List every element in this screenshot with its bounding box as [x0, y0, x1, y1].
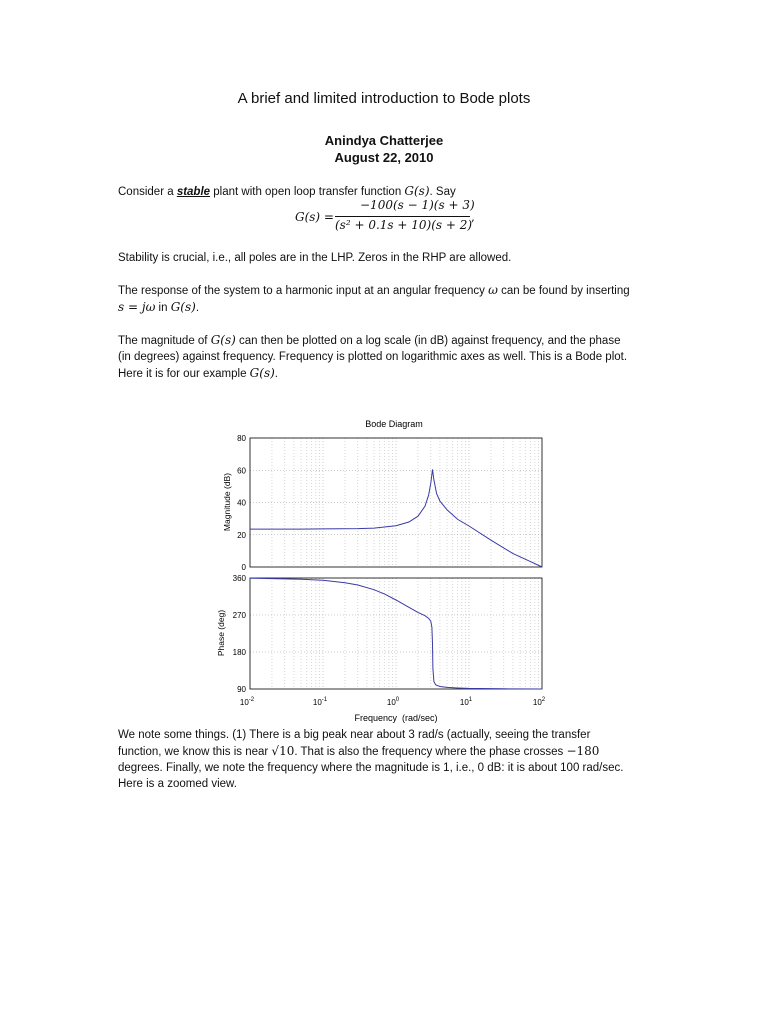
- phase-y-ticks: [233, 574, 247, 694]
- stability-text: Stability is crucial, i.e., all poles are in the LHP. Zeros in the RHP are allowed.: [118, 252, 512, 264]
- transfer-function-symbol: G(s): [404, 184, 430, 198]
- transfer-function-symbol: G(s): [249, 366, 275, 380]
- para4-line2: (in degrees) against frequency. Frequency is plotted on logarithmic axes as well. This is a Bode plot.: [118, 351, 628, 363]
- equation-numerator: −100(s − 1)(s + 3): [360, 198, 475, 212]
- magnitude-axis-label: Magnitude (dB): [222, 472, 232, 532]
- x-tick-label: $10^2$: [532, 697, 546, 707]
- para5-line4: Here is a zoomed view.: [118, 778, 237, 790]
- fraction-bar: [335, 216, 470, 217]
- para3-line2-mid: in: [155, 302, 171, 314]
- para1-text-mid: plant with open loop transfer function: [210, 186, 405, 198]
- bode-diagram-figure: [0, 410, 768, 730]
- para4-line1-post: can then be plotted on a log scale (in dB) against frequency, and the phase: [235, 335, 621, 347]
- sqrt-ten-expression: √10: [271, 744, 295, 758]
- equation-denominator: (s² + 0.1s + 10)(s + 2): [335, 218, 473, 232]
- mag-y-tick-label: 40: [237, 498, 246, 508]
- phase-y-tick-label: 90: [237, 685, 246, 694]
- equation-comma: ,: [471, 210, 475, 224]
- mag-y-tick-label: 60: [237, 466, 246, 476]
- para1-text-post: . Say: [429, 186, 456, 198]
- equation-lhs: G(s) =: [295, 210, 334, 224]
- para3-line1-post: can be found by inserting: [497, 285, 630, 297]
- frequency-x-ticks: [240, 697, 546, 707]
- para4-line3-post: .: [274, 368, 278, 380]
- phase-grid: [250, 578, 542, 689]
- x-tick-label: $10^{-2}$: [239, 697, 255, 707]
- para5-line2-mid: . That is also the frequency where the phase crosses: [294, 746, 567, 758]
- mag-y-tick-label: 0: [241, 563, 246, 572]
- mag-y-tick-label: 80: [237, 434, 246, 443]
- para4-line1-pre: The magnitude of: [118, 335, 211, 347]
- x-tick-label: $10^{-1}$: [312, 697, 328, 707]
- minus-180-value: −180: [566, 744, 600, 758]
- para5-line3: degrees. Finally, we note the frequency where the magnitude is 1, i.e., 0 dB: it is about 100 rad/sec.: [118, 762, 624, 774]
- substitution-expression: s = jω: [118, 300, 156, 314]
- paragraph-observations: [118, 727, 658, 792]
- transfer-function-symbol: G(s): [170, 300, 196, 314]
- x-tick-label: $10^0$: [386, 697, 400, 707]
- phase-y-tick-label: 270: [232, 611, 246, 620]
- chart-title: Bode Diagram: [365, 419, 423, 429]
- document-date: August 22, 2010: [334, 150, 434, 165]
- para4-line3-pre: Here it is for our example: [118, 368, 250, 380]
- phase-plot-frame: [250, 578, 542, 689]
- document-title: A brief and limited introduction to Bode plots: [237, 90, 531, 107]
- magnitude-plot-frame: [250, 438, 542, 567]
- mag-y-tick-label: 20: [237, 530, 246, 540]
- magnitude-y-ticks: [237, 434, 246, 572]
- omega-symbol: ω: [488, 283, 498, 297]
- para5-line1: We note some things. (1) There is a big peak near about 3 rad/s (actually, seeing the transfer: [118, 729, 591, 741]
- paragraph-bode-explanation: [118, 332, 658, 382]
- para5-line2-pre: function, we know this is near: [118, 746, 272, 758]
- paragraph-response: [118, 282, 658, 316]
- x-tick-label: $10^1$: [459, 697, 473, 707]
- para1-text-pre: Consider a: [118, 186, 177, 198]
- stable-emphasis: stable: [176, 186, 211, 198]
- phase-series-line: [250, 578, 542, 689]
- magnitude-grid: [250, 438, 542, 567]
- para3-line2-post: .: [195, 302, 200, 314]
- para3-line1-pre: The response of the system to a harmonic input at an angular frequency: [118, 285, 489, 297]
- phase-y-tick-label: 180: [232, 648, 246, 657]
- paragraph-stability: [118, 250, 658, 266]
- author-name: Anindya Chatterjee: [324, 133, 444, 148]
- phase-axis-label: Phase (deg): [216, 609, 226, 657]
- transfer-function-symbol: G(s): [210, 333, 236, 347]
- frequency-axis-label: Frequency (rad/sec): [354, 713, 438, 723]
- phase-y-tick-label: 360: [232, 574, 246, 583]
